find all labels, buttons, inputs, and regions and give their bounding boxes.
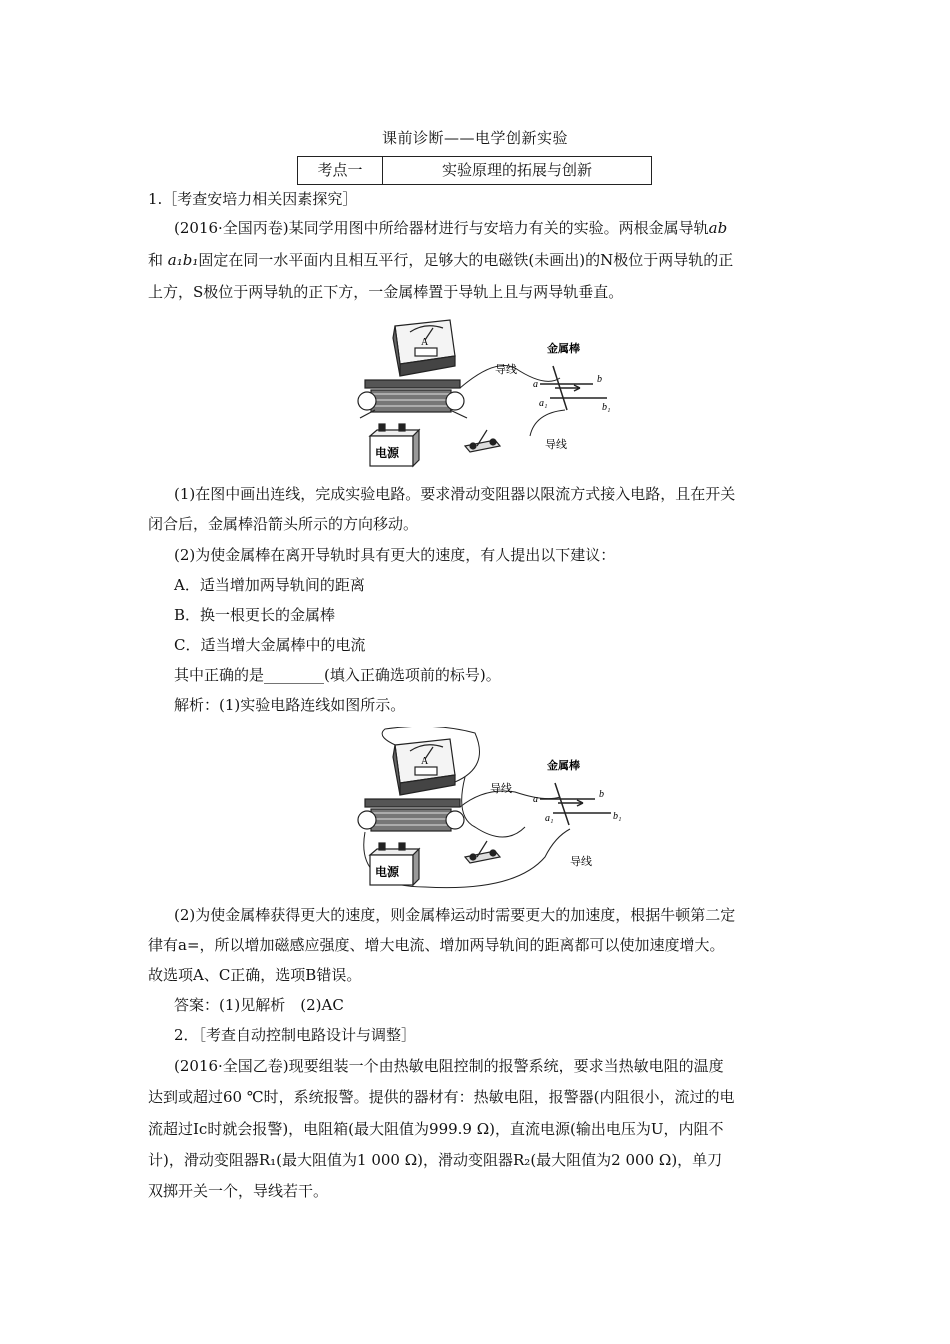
- q1-sub1-line2: 闭合后，金属棒沿箭头所示的方向移动。: [148, 515, 419, 533]
- topic-text: 实验原理的拓展与创新: [441, 161, 592, 179]
- q1-stem-line2: 和 a₁b₁固定在同一水平面内且相互平行，足够大的电磁铁(未画出)的N极位于两导轨的正: [148, 251, 734, 269]
- label-b: b: [597, 374, 602, 385]
- q1-solution-2-line3: 故选项A、C正确，选项B错误。: [148, 966, 362, 984]
- page-title: 课前诊断——电学创新实验: [381, 129, 568, 147]
- rheostat: [358, 380, 467, 418]
- topic-label: 考点一: [298, 157, 383, 184]
- wire-label-1: 导线: [490, 783, 512, 795]
- meter-label: A: [421, 337, 429, 348]
- q1-heading: 1.［考查安培力相关因素探究］: [148, 190, 358, 208]
- experiment-figure-1: [355, 318, 615, 470]
- q1-option-b: B．换一根更长的金属棒: [174, 606, 336, 624]
- label-b1: b₁: [602, 402, 611, 413]
- q1-fill-blank: 其中正确的是________(填入正确选项前的标号)。: [174, 666, 501, 684]
- switch: [465, 841, 500, 863]
- label-b1: b₁: [613, 811, 622, 822]
- q2-line4: 计)，滑动变阻器R₁(最大阻值为1 000 Ω)，滑动变阻器R₂(最大阻值为2 000 Ω)，单刀: [148, 1151, 723, 1169]
- rheostat: [358, 799, 464, 831]
- wire-label-1: 导线: [495, 364, 517, 376]
- ammeter: [393, 320, 455, 376]
- q2-line5: 双掷开关一个，导线若干。: [148, 1182, 329, 1200]
- switch: [465, 430, 500, 452]
- battery-label: 电源: [375, 865, 400, 879]
- label-b: b: [599, 789, 604, 800]
- q1-solution-2-line2: 律有a=，所以增加磁感应强度、增大电流、增加两导轨间的距离都可以使加速度增大。: [148, 936, 725, 954]
- q1-answer: 答案：(1)见解析 (2)AC: [174, 996, 344, 1014]
- battery-label: 电源: [375, 446, 400, 460]
- q1-solution-1: 解析：(1)实验电路连线如图所示。: [174, 696, 406, 714]
- wire-label-2: 导线: [545, 439, 567, 451]
- rails: [540, 366, 607, 410]
- q2-heading: 2．［考查自动控制电路设计与调整］: [174, 1026, 417, 1044]
- label-a1: a₁: [545, 813, 554, 824]
- q1-option-c: C．适当增大金属棒中的电流: [174, 636, 366, 654]
- experiment-figure-2: [355, 727, 625, 892]
- q2-line1: (2016·全国乙卷)现要组装一个由热敏电阻控制的报警系统，要求当热敏电阻的温度: [174, 1057, 724, 1075]
- topic-box: [297, 156, 652, 185]
- rod-label: 金属棒: [547, 343, 580, 355]
- q2-line2: 达到或超过60 ℃时，系统报警。提供的器材有：热敏电阻，报警器(内阻很小，流过的电: [148, 1088, 735, 1106]
- meter-label: A: [421, 756, 429, 767]
- wire-label-2: 导线: [570, 856, 592, 868]
- label-a1: a₁: [539, 398, 548, 409]
- q1-stem-line1: (2016·全国丙卷)某同学用图中所给器材进行与安培力有关的实验。两根金属导轨ab: [174, 219, 728, 237]
- rod-label: 金属棒: [547, 760, 580, 772]
- q1-stem-line3: 上方，S极位于两导轨的正下方，一金属棒置于导轨上且与两导轨垂直。: [148, 283, 624, 301]
- q2-line3: 流超过Ic时就会报警)，电阻箱(最大阻值为999.9 Ω)，直流电源(输出电压为U，内阻不: [148, 1120, 724, 1138]
- q1-solution-2-line1: (2)为使金属棒获得更大的速度，则金属棒运动时需要更大的加速度，根据牛顿第二定: [174, 906, 736, 924]
- label-a: a: [533, 379, 538, 390]
- wire-2: [530, 410, 565, 436]
- q1-sub1-line1: (1)在图中画出连线，完成实验电路。要求滑动变阻器以限流方式接入电路，且在开关: [174, 485, 736, 503]
- q1-option-a: A．适当增加两导轨间的距离: [174, 576, 365, 594]
- ammeter: [393, 739, 455, 795]
- q1-sub2: (2)为使金属棒在离开导轨时具有更大的速度，有人提出以下建议：: [174, 546, 616, 564]
- label-a: a: [533, 794, 538, 805]
